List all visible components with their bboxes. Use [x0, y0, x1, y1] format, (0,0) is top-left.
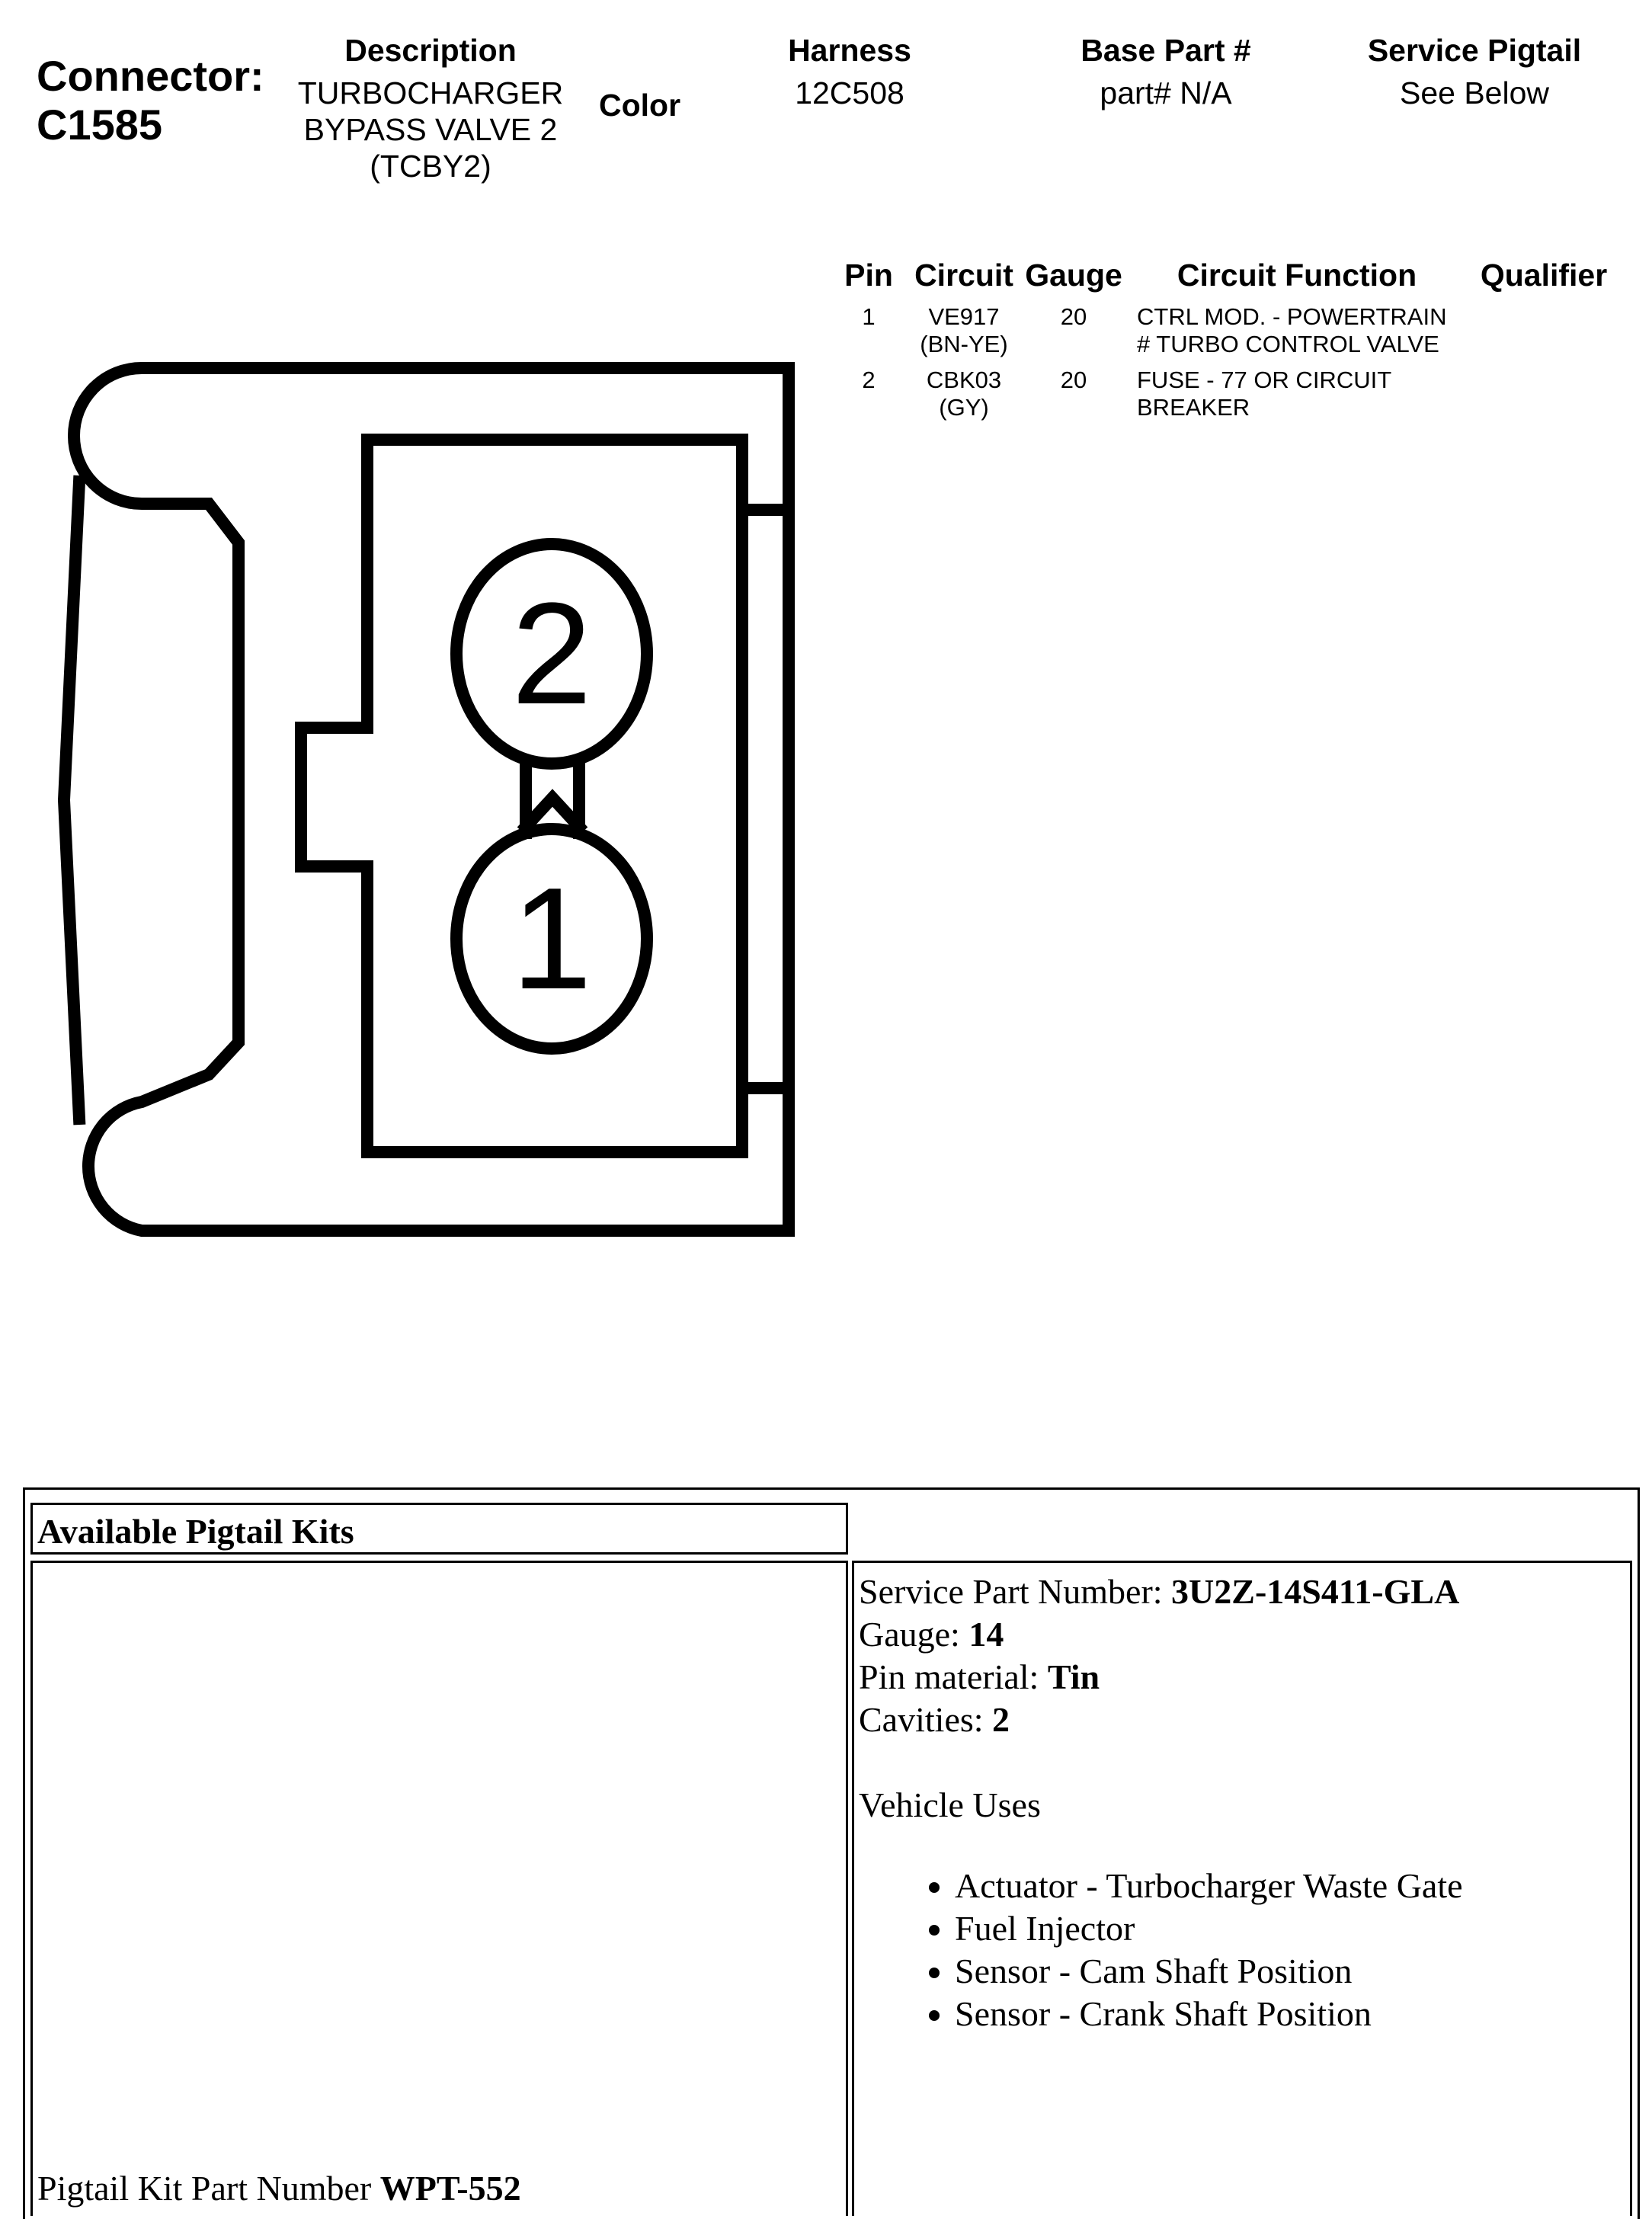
table-row	[831, 367, 1620, 430]
function-line-2: BREAKER	[1137, 394, 1250, 421]
pin-material-value: Tin	[1047, 1657, 1100, 1696]
function-line-1: CTRL MOD. - POWERTRAIN	[1137, 303, 1447, 330]
vehicle-uses-label: Vehicle Uses	[859, 1785, 1041, 1824]
gauge-label: Gauge:	[859, 1615, 969, 1654]
color-header: Color	[599, 88, 681, 123]
harness-block	[732, 32, 968, 111]
function-cell	[1126, 303, 1468, 367]
qualifier-cell	[1468, 367, 1620, 430]
description-line-3: (TCBY2)	[370, 149, 491, 184]
pin-1-label: 1	[511, 858, 592, 1020]
qualifier-cell	[1468, 303, 1620, 367]
circuit-cell	[907, 303, 1021, 367]
list-item: • Actuator - Turbocharger Waste Gate	[955, 1865, 1463, 1907]
gauge-cell: 20	[1060, 303, 1087, 330]
list-item: • Sensor - Cam Shaft Position	[955, 1950, 1463, 1993]
col-function-header: Circuit Function	[1177, 258, 1417, 293]
vehicle-uses-list	[859, 1865, 1463, 2035]
circuit-color: (BN-YE)	[920, 331, 1008, 357]
pigtail-details-cell	[852, 1561, 1632, 2216]
description-line-1: TURBOCHARGER	[297, 75, 564, 110]
col-pin-header: Pin	[844, 258, 893, 293]
circuit-color: (GY)	[939, 394, 989, 421]
pigtail-kits-header	[30, 1503, 848, 1555]
service-part-label: Service Part Number:	[859, 1572, 1172, 1611]
connector-id: C1585	[37, 101, 163, 149]
pin-2-label: 2	[511, 573, 592, 735]
service-pigtail-header: Service Pigtail	[1367, 33, 1582, 68]
list-item: • Fuel Injector	[955, 1907, 1463, 1950]
description-line-2: BYPASS VALVE 2	[303, 112, 558, 147]
service-pigtail-block	[1326, 32, 1623, 111]
pin-number: 2	[862, 367, 876, 393]
function-line-2: # TURBO CONTROL VALVE	[1137, 331, 1439, 357]
base-part-header: Base Part #	[1081, 33, 1251, 68]
description-header: Description	[344, 33, 517, 68]
function-line-1: FUSE - 77 OR CIRCUIT	[1137, 367, 1392, 393]
table-row	[831, 303, 1620, 367]
gauge-line	[859, 1613, 1463, 1656]
gauge-cell: 20	[1060, 367, 1087, 393]
service-pigtail-value: See Below	[1399, 75, 1549, 110]
harness-header: Harness	[788, 33, 911, 68]
kit-part-label: Pigtail Kit Part Number	[37, 2169, 380, 2208]
col-circuit-header: Circuit	[914, 258, 1013, 293]
connector-left-wedge	[64, 482, 79, 1119]
cavities-label: Cavities:	[859, 1700, 993, 1739]
pin-material-line	[859, 1656, 1463, 1699]
pin-material-label: Pin material:	[859, 1657, 1048, 1696]
pigtail-image-cell	[30, 1561, 848, 2216]
col-qualifier-header: Qualifier	[1480, 258, 1608, 293]
list-item: • Sensor - Crank Shaft Position	[955, 1993, 1463, 2035]
pin-number: 1	[862, 303, 876, 330]
cavities-value: 2	[992, 1700, 1010, 1739]
function-cell	[1126, 367, 1468, 430]
gauge-value: 14	[968, 1615, 1004, 1654]
pin-bridge	[526, 764, 579, 833]
circuit-cell	[907, 367, 1021, 430]
cavities-line	[859, 1699, 1463, 1741]
pigtail-kit-part	[37, 2168, 521, 2208]
pin-table	[831, 258, 1620, 430]
col-gauge-header: Gauge	[1025, 258, 1122, 293]
circuit-id: CBK03	[926, 367, 1002, 393]
connector-label: Connector:	[37, 52, 264, 100]
connector-housing-outline	[74, 368, 789, 1231]
pigtail-details	[859, 1571, 1463, 2035]
service-part-value: 3U2Z-14S411-GLA	[1171, 1572, 1460, 1611]
connector-face-diagram	[0, 335, 823, 1250]
pigtail-kits-title: Available Pigtail Kits	[37, 1512, 354, 1551]
description-block	[282, 32, 579, 184]
kit-part-value: WPT-552	[379, 2169, 521, 2208]
service-part-line	[859, 1571, 1463, 1613]
connector-title	[37, 52, 264, 149]
circuit-id: VE917	[928, 303, 1000, 330]
base-part-value: part# N/A	[1100, 75, 1232, 110]
pin-table-header-row	[831, 258, 1620, 303]
harness-value: 12C508	[795, 75, 904, 110]
base-part-block	[1021, 32, 1311, 111]
